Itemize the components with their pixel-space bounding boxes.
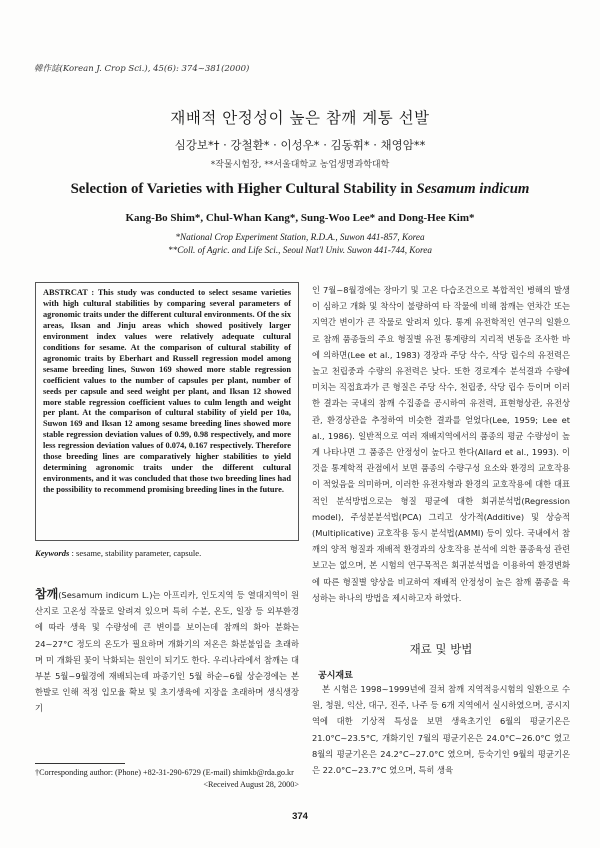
journal-citation: 韓作誌(Korean J. Crop Sci.), 45(6): 374~381(2000) (34, 64, 250, 74)
english-affiliation-1: *National Crop Experiment Station, R.D.A., Suwon 441-857, Korea (175, 232, 425, 242)
english-title-main: Selection of Varieties with Higher Cultural Stability in (70, 181, 417, 197)
english-title-species: Sesamum indicum (416, 181, 530, 197)
korean-authors: 심강보*† · 강철환* · 이성우* · 김동휘* · 채영암** (174, 138, 426, 152)
footnote (35, 767, 299, 791)
materials-subheading: 공시재료 (318, 671, 353, 681)
intro-right-column (312, 282, 570, 606)
methods-heading: 재료 및 방법 (409, 642, 473, 656)
intro-right-text: 인 7월~8월경에는 장마기 및 고온 다습조건으로 복합적인 병해의 발생이 심하고 개화 및 착삭이 불량하여 타 작물에 비해 참깨는 연차간 또는 지역간 변이가 큰 작물로 알려져 있다. 통계 유전학적인 연구의 일환으로 참깨 품종들의 주요 형질별 유전 통계량의 지리적 변동을 조사한 바에 의하면(Lee et al., 1983) 경장과 주당 삭수, 삭당 립수의 유전력은 높고 천립중과 수량의 유전력은 낮다. 또한 경로계수 분석결과 수량에 미치는 직접효과가 큰 형질은 주당 삭수, 천립중, 삭당 립수 등이며 이러한 결과는 국내의 참깨 수집종을 공시하여 유전력, 표현형상관, 유전상관, 환경상관을 추정하여 비슷한 결과를 얻었다(Lee, 1959; Lee et al., 1986). 일반적으로 여러 재배지역에서의 품종의 평균 수량성이 높게 나타나면 그 품종은 안정성이 높다고 한다(Allard et al., 1993). 이것을 통계학적 관점에서 보면 품종의 수량구성 요소와 환경의 교호작용이 적었음을 의미하며, 이러한 유전자형과 환경의 교호작용에 대한 대표적인 분석방법으로는 형질 평균에 대한 회귀분석법(Regression model), 주성분분석법(PCA) 그리고 상가적(Additive) 및 상승적(Multiplicative) 교호작용 동시 분석법(AMMI) 등이 있다. 국내에서 참깨의 양적 형질과 재배적 환경과의 상호작용 분석에 의한 품종육성 관련 보고는 없으며, 본 시험의 연구목적은 회귀분석법을 이용하여 환경변화에 따른 형질별 양상을 비교하여 재배적 안정성이 높은 참깨 품종을 육성하는 하나의 방법을 제시하고자 하였다. (312, 285, 570, 603)
abstract-text: ABSTRCAT : This study was conducted to select sesame varieties with high cultural stabilities by comparing several parameters of agronomic traits under the different cultural environments. Of the six areas, Iksan and Jinju areas which showed positively larger environment index values were relatively adequate cultural conditions for sesame. At the comparison of cultural stability of agronomic traits by Eberhart and Russell regression model among sesame breeding lines, Suwon 169 showed more stable regression coefficient values to the number of capsules per plant, number of seeds per capsule and seed weight per plant, and Iksan 12 showed more stable regression coefficient values to culm length and weight per plant. At the comparison of cultural stability of yield per 10a, Suwon 169 and Iksan 12 among sesame breeding lines showed more stable regression deviation values of 0.99, 0.98 respectively, and more less regression deviation values of 0.074, 0.167 respectively. Therefore those breeding lines are comparatively higher stabilities to yield determining agronomic traits under the different cultural environments, and it was concluded that those two breeding lines had the possibility to recommend promising breeding lines in the future. (43, 288, 291, 495)
korean-title: 재배적 안정성이 높은 참깨 계통 선발 (170, 109, 430, 127)
corresponding-author: †Corresponding author: (Phone) +82-31-290-6729 (E-mail) shimkb@rda.go.kr (35, 768, 294, 777)
keywords-text: : sesame, stability parameter, capsule. (69, 548, 202, 558)
korean-affiliation: *작물시험장, **서울대학교 농업생명과학대학 (210, 160, 390, 170)
page-number: 374 (292, 811, 308, 822)
methods-text: 본 시험은 1998~1999년에 걸쳐 참깨 지역적응시험의 일환으로 수원, 청원, 익산, 대구, 진주, 나주 등 6개 지역에서 실시하였으며, 공시지역에 대한 기상적 특성을 보면 생육초기인 6월의 평균기온은 21.0°C~23.5°C, 개화기인 7월의 평균기온은 24.0°C~26.0°C 였고 8월의 평균기온은 24.2°C~27.0°C 였으며, 등숙기인 9월의 평균기온은 22.0°C~23.7°C 였으며, 특히 생육 (312, 684, 570, 776)
english-authors: Kang-Bo Shim*, Chul-Whan Kang*, Sung-Woo Lee* and Dong-Hee Kim* (125, 212, 475, 224)
intro-left-column (35, 586, 299, 717)
footnote-divider (35, 763, 125, 764)
intro-left-text: (Sesamum indicum L.)는 아프리카, 인도지역 등 열대지역이 원산지로 고온성 작물로 알려져 있으며 특히 수분, 온도, 일장 등 외부환경에 따라 생육 및 수량성에 큰 변이를 보이는데 참깨의 화아 분화는 24~27°C 정도의 온도가 필요하며 개화기의 저온은 화분불임을 초래하며 미 개화된 꽃이 낙화되는 원인이 되기도 한다. 우리나라에서 참깨는 대부분 5월~9월경에 재배되는데 파종기인 5월 하순~6월 상순경에는 본 한발로 인해 적정 입모율 확보 및 초기생육에 지장을 초래하며 생식생장기 (35, 590, 299, 714)
methods-column (312, 681, 570, 778)
received-date: <Received August 28, 2000> (203, 780, 299, 789)
intro-lead-word: 참깨 (35, 587, 59, 601)
english-title (0, 181, 600, 198)
english-affiliation-2: **Coll. of Agric. and Life Sci., Seoul Nat'l Univ. Suwon 441-744, Korea (168, 245, 432, 255)
abstract-box (35, 282, 299, 541)
keywords-label: Keywords (35, 548, 70, 558)
keywords (35, 548, 299, 558)
